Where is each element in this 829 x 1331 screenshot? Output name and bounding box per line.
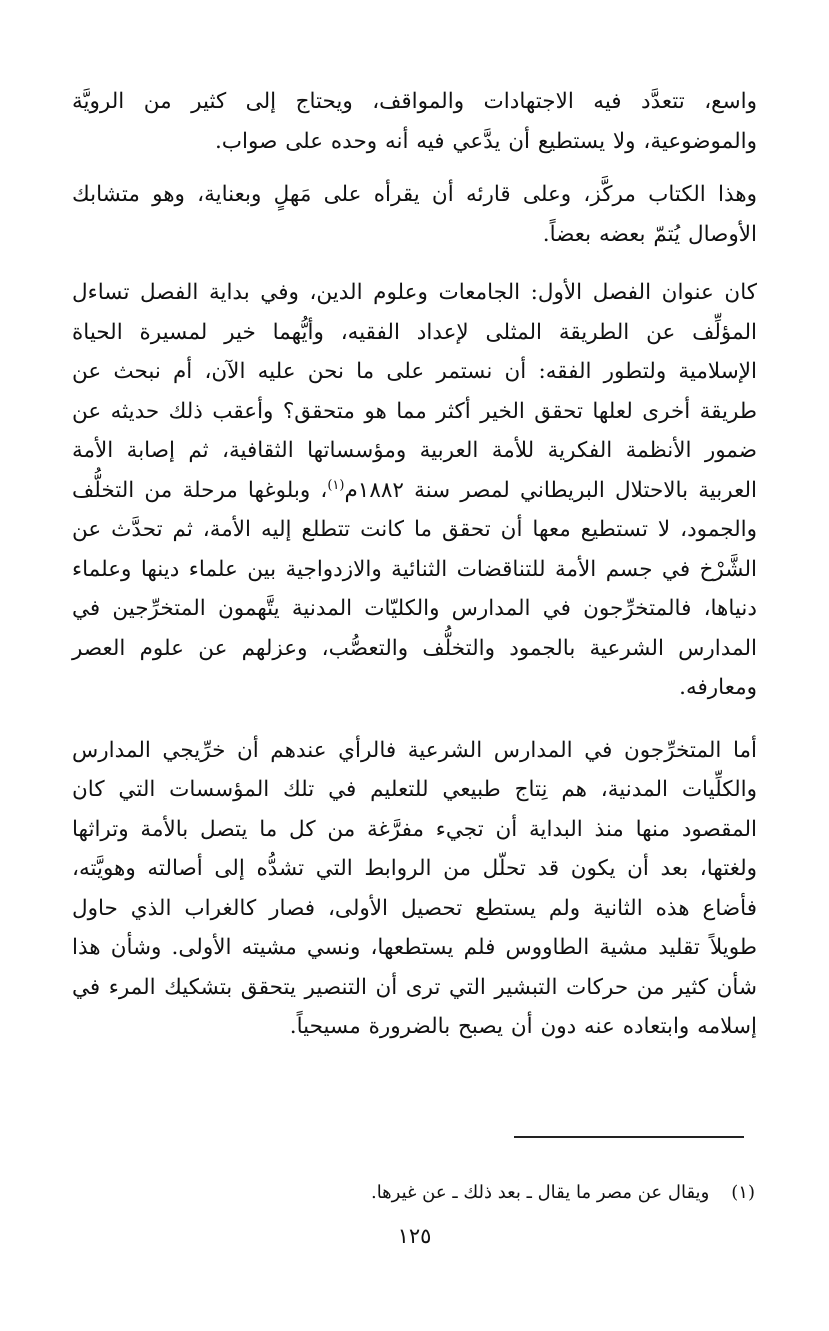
paragraph-1: واسع، تتعدَّد فيه الاجتهادات والمواقف، ويحتاج إلى كثير من الرويَّة والموضوعية، ولا يستطيع أن يدَّعي فيه أنه وحده على صواب. <box>72 89 757 154</box>
paragraph-4: أما المتخرِّجون في المدارس الشرعية فالرأي عندهم أن خرِّيجي المدارس والكلِّيات المدنية، هم نِتاج طبيعي للتعليم في تلك المؤسسات التي كان المقصود منها منذ البداية أن تجيء مفرَّغة من كل ما يتصل بالأمة وتراثها ولغتها، بعد أن يكون قد تحلّل من الروابط التي تشدُّه إلى أصالته وهويَّته، فأضاع هذه الثانية ولم يستطع تحصيل الأولى، فصار كالغراب الذي حاول طويلاً تقليد مشية الطاووس فلم يستطعها، ونسي مشيته الأولى. وشأن هذا شأن كثير من حركات التبشير التي ترى أن التنصير يتحقق بتشكيك المرء في إسلامه وابتعاده عنه دون أن يصبح بالضرورة مسيحياً. <box>72 737 757 1039</box>
paragraph-3 <box>72 273 757 708</box>
footnote-reference[interactable]: (١) <box>327 477 345 493</box>
footnote-marker: (١) <box>731 1182 755 1203</box>
paragraph-2: وهذا الكتاب مركَّز، وعلى قارئه أن يقرأه على مَهلٍ وبعناية، وهو متشابك الأوصال يُتمّ بعضه بعضاً. <box>72 182 757 247</box>
page-number: ١٢٥ <box>397 1224 432 1248</box>
paragraph-3-text: كان عنوان الفصل الأول: الجامعات وعلوم الدين، وفي بداية الفصل تساءل المؤلِّف عن الطريقة المثلى لإعداد الفقيه، وأيُّهما خير لمسيرة الحياة الإسلامية ولتطور الفقه: أن نستمر على ما نحن عليه الآن، أم نبحث عن طريقة أخرى لعلها تحقق الخير أكثر مما هو متحقق؟ وأعقب ذلك حديثه عن ضمور الأنظمة الفكرية للأمة العربية ومؤسساتها الثقافية، ثم إصابة الأمة العربية بالاحتلال البريطاني لمصر سنة ١٨٨٢م <box>72 280 757 503</box>
footnote-text: ويقال عن مصر ما يقال ـ بعد ذلك ـ عن غيرها. <box>370 1182 710 1203</box>
page-body <box>72 82 757 1047</box>
paragraph-3-continuation: ، وبلوغها مرحلة من التخلُّف والجمود، لا تستطيع معها أن تحقق ما كانت تتطلع إليه الأمة، ثم تحدَّث عن الشَّرْخ في جسم الأمة للتناقضات الثنائية والازدواجية بين علماء دينها وعلماء دنياها، فالمتخرِّجون في المدارس والكليّات المدنية يتَّهمون المتخرِّجين في المدارس الشرعية بالجمود والتخلُّف والتعصُّب، وعزلهم عن علوم العصر ومعارفه. <box>72 477 757 700</box>
footnote-divider <box>514 1136 744 1138</box>
footnote <box>72 1178 757 1208</box>
